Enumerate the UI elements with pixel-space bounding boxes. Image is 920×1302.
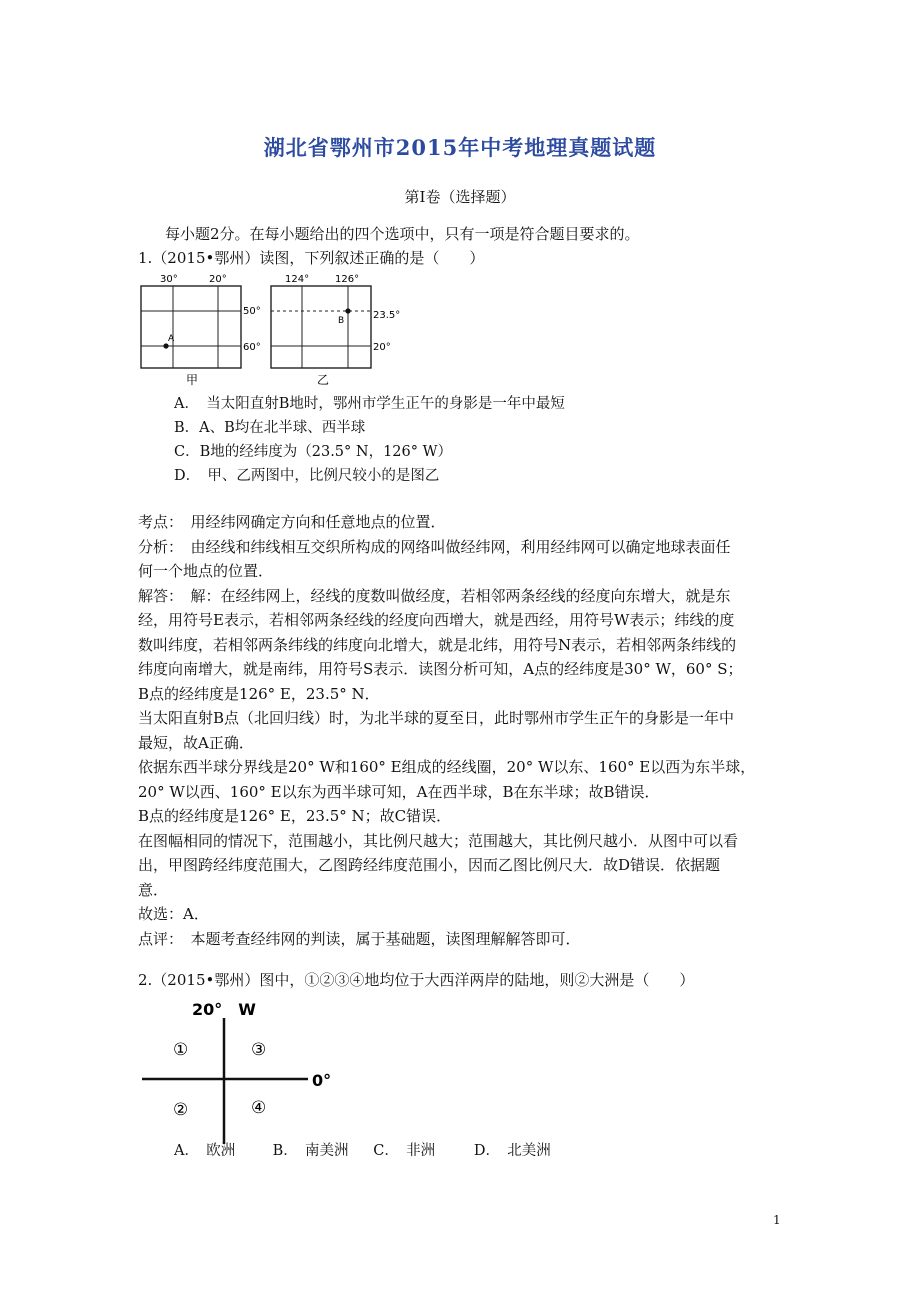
jia-right-label-2: 60° (243, 342, 261, 353)
yi-right-label-1: 23.5° (373, 310, 401, 321)
quadrant-3: ③ (251, 1040, 267, 1060)
point-a-label: A (168, 334, 175, 344)
q2-option-a: A． 欧洲 (174, 1143, 236, 1159)
q2-options (174, 1139, 551, 1160)
question-2-stem: 2.（2015•鄂州）图中，①②③④地均位于大西洋两岸的陆地，则②大洲是（ ） (138, 971, 695, 989)
q2-option-b: B． 南美洲 (272, 1143, 349, 1159)
analysis-line: B点的经纬度是126° E，23.5° N；故C错误． (138, 807, 452, 825)
q1-option-a: A． 当太阳直射B地时，鄂州市学生正午的身影是一年中最短 (174, 396, 565, 412)
meridian-label: 20° W (192, 1000, 256, 1019)
yi-top-label-2: 126° (335, 274, 360, 285)
yi-right-label-2: 20° (373, 342, 391, 353)
analysis-line: 经，用符号E表示，若相邻两条经线的经度向西增大，就是西经，用符号W表示；纬线的度 (138, 611, 735, 629)
equator-label: 0° (312, 1071, 332, 1090)
jia-right-label-1: 50° (243, 306, 261, 317)
q1-option-c: C．B地的经纬度为（23.5° N，126° W） (174, 444, 453, 460)
analysis-line: 最短，故A正确． (138, 733, 254, 752)
analysis-line: 点评： 本题考查经纬网的判读，属于基础题，读图理解解答即可． (138, 929, 581, 948)
question-2-figure (140, 996, 370, 1146)
analysis-line: 在图幅相同的情况下，范围越小，其比例尺越大；范围越大，其比例尺越小．从图中可以看 (138, 831, 739, 850)
analysis-line: B点的经纬度是126° E，23.5° N． (138, 684, 380, 703)
point-a-marker (163, 343, 168, 348)
quadrant-1: ① (173, 1040, 189, 1060)
analysis-line: 故选：A． (138, 905, 209, 923)
jia-top-label-1: 30° (160, 274, 178, 285)
analysis-line: 解答： 解：在经纬网上，经线的度数叫做经度，若相邻两条经线的经度向东增大，就是东 (138, 586, 731, 605)
question-1-figure (136, 268, 556, 398)
analysis-line: 20° W以西、160° E以东为西半球可知，A在西半球，B在东半球；故B错误． (138, 782, 660, 801)
analysis-line: 出，甲图跨经纬度范围大，乙图跨经纬度范围小，因而乙图比例尺大．故D错误．依据题 (138, 856, 721, 874)
analysis-line: 数叫纬度，若相邻两条纬线的纬度向北增大，就是北纬，用符号N表示，若相邻两条纬线的 (138, 635, 737, 654)
point-b-label: B (338, 316, 345, 326)
analysis-line: 何一个地点的位置． (138, 562, 274, 580)
analysis-line: 当太阳直射B点（北回归线）时，为北半球的夏至日，此时鄂州市学生正午的身影是一年中 (138, 709, 735, 727)
figure-jia (141, 274, 261, 387)
analysis-line: 分析： 由经线和纬线相互交织所构成的网络叫做经纬网，利用经纬网可以确定地球表面任 (138, 537, 731, 556)
point-b-marker (345, 308, 350, 313)
q2-option-c: C． 非洲 (373, 1143, 436, 1159)
figure-yi (271, 274, 400, 387)
q2-option-d: D． 北美洲 (473, 1143, 551, 1159)
yi-top-label-1: 124° (285, 274, 310, 285)
page-number: 1 (773, 1213, 781, 1227)
analysis-line: 考点： 用经纬网确定方向和任意地点的位置． (138, 513, 446, 531)
q1-option-b: B．A、B均在北半球、西半球 (174, 420, 366, 436)
page-title: 湖北省鄂州市2015年中考地理真题试题 (263, 135, 657, 160)
analysis-line: 依据东西半球分界线是20° W和160° E组成的经线圈，20° W以东、160° E以西为东半球， (138, 758, 756, 776)
instructions: 每小题2分。在每小题给出的四个选项中，只有一项是符合题目要求的。 (165, 225, 640, 243)
yi-caption: 乙 (317, 373, 330, 387)
quadrant-4: ④ (251, 1098, 267, 1118)
jia-top-label-2: 20° (209, 274, 227, 285)
analysis-line: 纬度向南增大，就是南纬，用符号S表示．读图分析可知，A点的经纬度是30° W，60° S； (138, 660, 743, 678)
analysis-line: 意． (138, 880, 169, 899)
section-title: 第Ⅰ卷（选择题） (404, 188, 516, 206)
q1-analysis (138, 510, 788, 951)
q1-option-d: D． 甲、乙两图中，比例尺较小的是图乙 (174, 468, 440, 484)
quadrant-2: ② (173, 1100, 189, 1120)
jia-caption: 甲 (186, 373, 199, 387)
question-1-stem: 1.（2015•鄂州）读图，下列叙述正确的是（ ） (138, 249, 485, 267)
